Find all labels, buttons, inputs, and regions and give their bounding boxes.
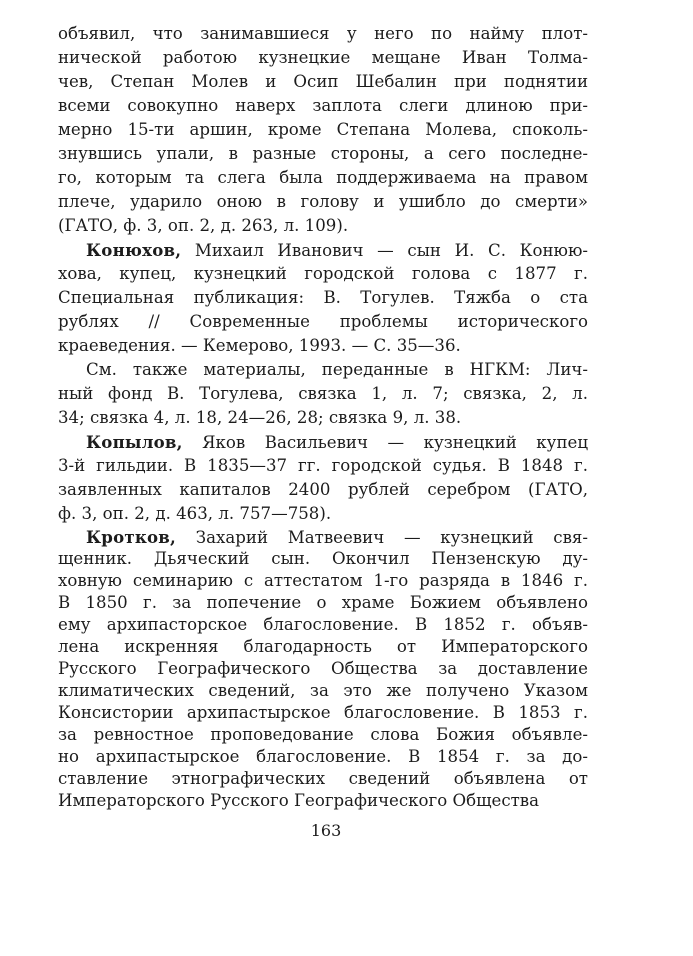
- text-line: ховную семинарию с аттестатом 1-го разряда в 1846 г.: [58, 571, 588, 590]
- text-line: за ревностное проповедование слова Божия объявле-: [58, 725, 588, 744]
- entry-name: Кротков,: [86, 527, 177, 547]
- entry-text: Михаил Иванович — сын И. С. Конюю-: [194, 241, 588, 260]
- text-line: [86, 526, 588, 548]
- page-number: 163: [310, 821, 342, 840]
- text-line: [86, 430, 588, 454]
- text-line: но архипастырское благословение. В 1854 г. за до-: [58, 747, 588, 766]
- text-line: 34; связка 4, л. 18, 24—26, 28; связка 9, л. 38.: [58, 408, 462, 427]
- text-line: Консистории архипастырское благословение. В 1853 г.: [58, 703, 588, 722]
- text-line: го, которым та слега была поддерживаема на правом: [58, 168, 588, 187]
- text-line: В 1850 г. за попечение о храме Божием объявлено: [58, 593, 588, 612]
- text-line: 3-й гильдии. В 1835—37 гг. городской судья. В 1848 г.: [58, 456, 588, 475]
- text-line: нической работою кузнецкие мещане Иван Толма-: [58, 48, 588, 67]
- text-line: Специальная публикация: В. Тогулев. Тяжба о ста: [58, 288, 588, 307]
- text-line: всеми совокупно наверх заплота слеги длиною при-: [58, 96, 588, 115]
- text-line: хова, купец, кузнецкий городской голова с 1877 г.: [58, 264, 588, 283]
- text-line: ставление этнографических сведений объявлена от: [58, 769, 588, 788]
- text-line: ный фонд В. Тогулева, связка 1, л. 7; связка, 2, л.: [58, 384, 588, 403]
- text-line: щенник. Дьяческий сын. Окончил Пензенскую ду-: [58, 549, 588, 568]
- entry-name: Копылов,: [86, 432, 183, 452]
- text-line: заявленных капиталов 2400 рублей серебром (ГАТО,: [58, 480, 588, 499]
- text-line: плече, ударило оною в голову и ушибло до смерти»: [58, 192, 588, 211]
- text-line: знувшись упали, в разные стороны, а сего последне-: [58, 144, 588, 163]
- text-line: См. также материалы, переданные в НГКМ: Лич-: [86, 360, 588, 379]
- text-line: лена искренняя благодарность от Императорского: [58, 637, 588, 656]
- text-line: краеведения. — Кемерово, 1993. — С. 35—36.: [58, 336, 461, 355]
- text-line: рублях // Современные проблемы исторического: [58, 312, 588, 331]
- text-line: объявил, что занимавшиеся у него по найму плот-: [58, 24, 588, 43]
- text-line: ф. 3, оп. 2, д. 463, л. 757—758).: [58, 504, 332, 523]
- entry-text: Яков Васильевич — кузнецкий купец: [202, 433, 588, 452]
- text-line: [86, 238, 588, 262]
- text-line: мерно 15-ти аршин, кроме Степана Молева, споколь-: [58, 120, 588, 139]
- text-line: Императорского Русского Географического Общества: [58, 791, 540, 810]
- entry-text: Захарий Матвеевич — кузнецкий свя-: [195, 528, 588, 547]
- text-line: ему архипасторское благословение. В 1852 г. объяв-: [58, 615, 588, 634]
- entry-name: Конюхов,: [86, 240, 182, 260]
- text-line: (ГАТО, ф. 3, оп. 2, д. 263, л. 109).: [58, 216, 349, 235]
- text-line: чев, Степан Молев и Осип Шебалин при поднятии: [58, 72, 588, 91]
- text-line: Русского Географического Общества за доставление: [58, 659, 588, 678]
- text-line: климатических сведений, за это же получено Указом: [58, 681, 588, 700]
